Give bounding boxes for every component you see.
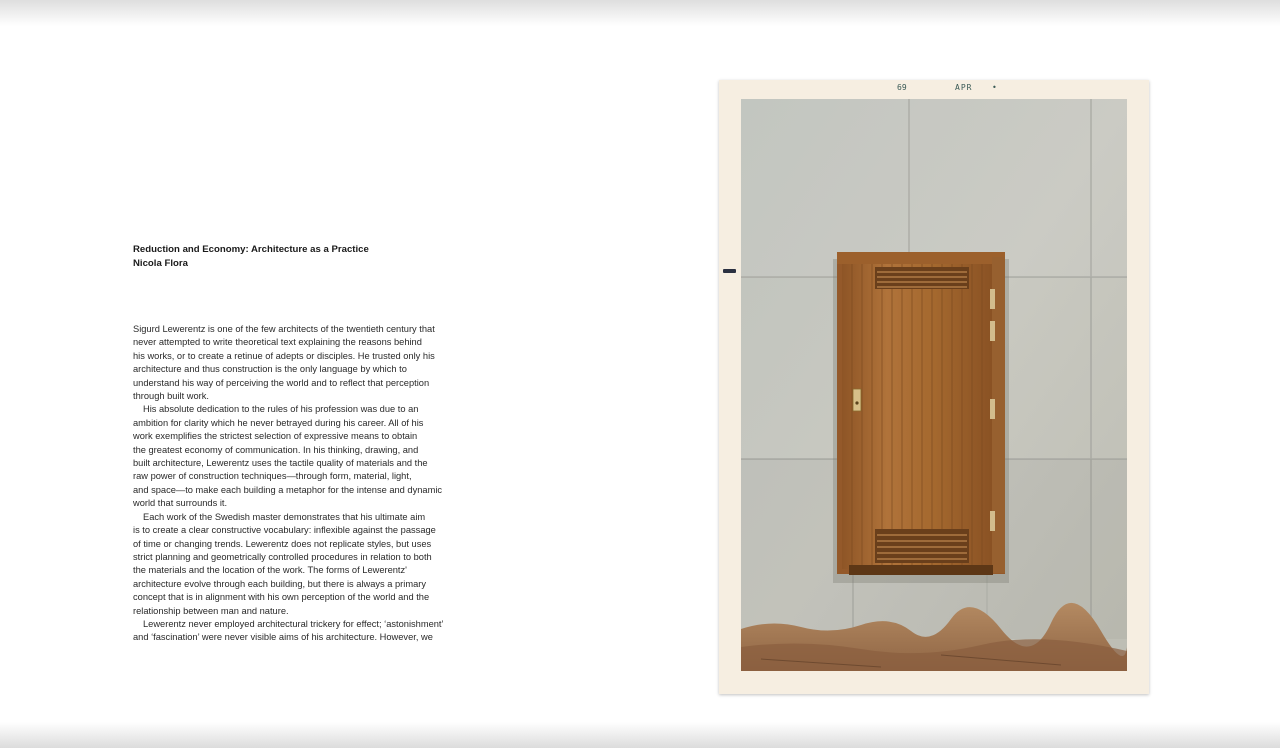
text-line: architecture evolve through each building, but there is always a primary bbox=[133, 578, 427, 589]
paragraph-3 bbox=[133, 511, 463, 618]
text-line: through built work. bbox=[133, 391, 209, 402]
paragraph-4 bbox=[133, 618, 463, 645]
text-line: built architecture, Lewerentz uses the tactile quality of materials and the bbox=[133, 458, 428, 469]
text-line: world that surrounds it. bbox=[133, 498, 228, 509]
stamp-dot: • bbox=[992, 83, 997, 92]
text-line: work exemplifies the strictest selection of expressive means to obtain bbox=[133, 431, 418, 442]
text-line: ambition for clarity which he never betrayed during his career. All of his bbox=[133, 417, 424, 428]
article-body bbox=[133, 323, 463, 645]
door-photograph bbox=[741, 99, 1127, 671]
text-line: architecture and thus construction is the only language by which to bbox=[133, 364, 407, 375]
text-line: His absolute dedication to the rules of his profession was due to an bbox=[143, 404, 419, 415]
text-line: and space—to make each building a metaphor for the intense and dynamic bbox=[133, 484, 443, 495]
text-line: Sigurd Lewerentz is one of the few architects of the twentieth century that bbox=[133, 324, 435, 334]
text-line: the greatest economy of communication. In his thinking, drawing, and bbox=[133, 444, 419, 455]
stamp-month: APR bbox=[955, 83, 973, 92]
text-line: relationship between man and nature. bbox=[133, 605, 289, 616]
article-author: Nicola Flora bbox=[133, 258, 188, 269]
article-heading bbox=[133, 243, 369, 271]
print-date-stamp bbox=[719, 83, 1149, 95]
article-title: Reduction and Economy: Architecture as a Practice bbox=[133, 244, 369, 255]
text-line: concept that is in alignment with his own perception of the world and the bbox=[133, 592, 430, 603]
text-line: Lewerentz never employed architectural trickery for effect; ‘astonishment’ bbox=[143, 618, 444, 629]
text-line: is to create a clear constructive vocabulary: inflexible against the passage bbox=[133, 525, 436, 536]
edge-mark bbox=[723, 269, 736, 273]
stamp-number: 69 bbox=[897, 83, 907, 92]
text-line: his works, or to create a retinue of adepts or disciples. He trusted only his bbox=[133, 350, 435, 361]
door-photo-image bbox=[741, 99, 1127, 671]
text-line: Each work of the Swedish master demonstrates that his ultimate aim bbox=[143, 511, 426, 522]
photo-print bbox=[719, 80, 1149, 694]
paragraph-1 bbox=[133, 323, 463, 403]
text-line: of time or changing trends. Lewerentz does not replicate styles, but uses bbox=[133, 538, 432, 549]
text-line: raw power of construction techniques—through form, material, light, bbox=[133, 471, 412, 482]
text-line: strict planning and geometrically controlled procedures in relation to both bbox=[133, 551, 432, 562]
text-line: and ‘fascination’ were never visible aims of his architecture. However, we bbox=[133, 632, 433, 643]
paragraph-2 bbox=[133, 403, 463, 510]
text-line: the materials and the location of the work. The forms of Lewerentz' bbox=[133, 565, 407, 576]
text-line: never attempted to write theoretical text explaining the reasons behind bbox=[133, 337, 422, 348]
text-line: understand his way of perceiving the world and to reflect that perception bbox=[133, 377, 430, 388]
